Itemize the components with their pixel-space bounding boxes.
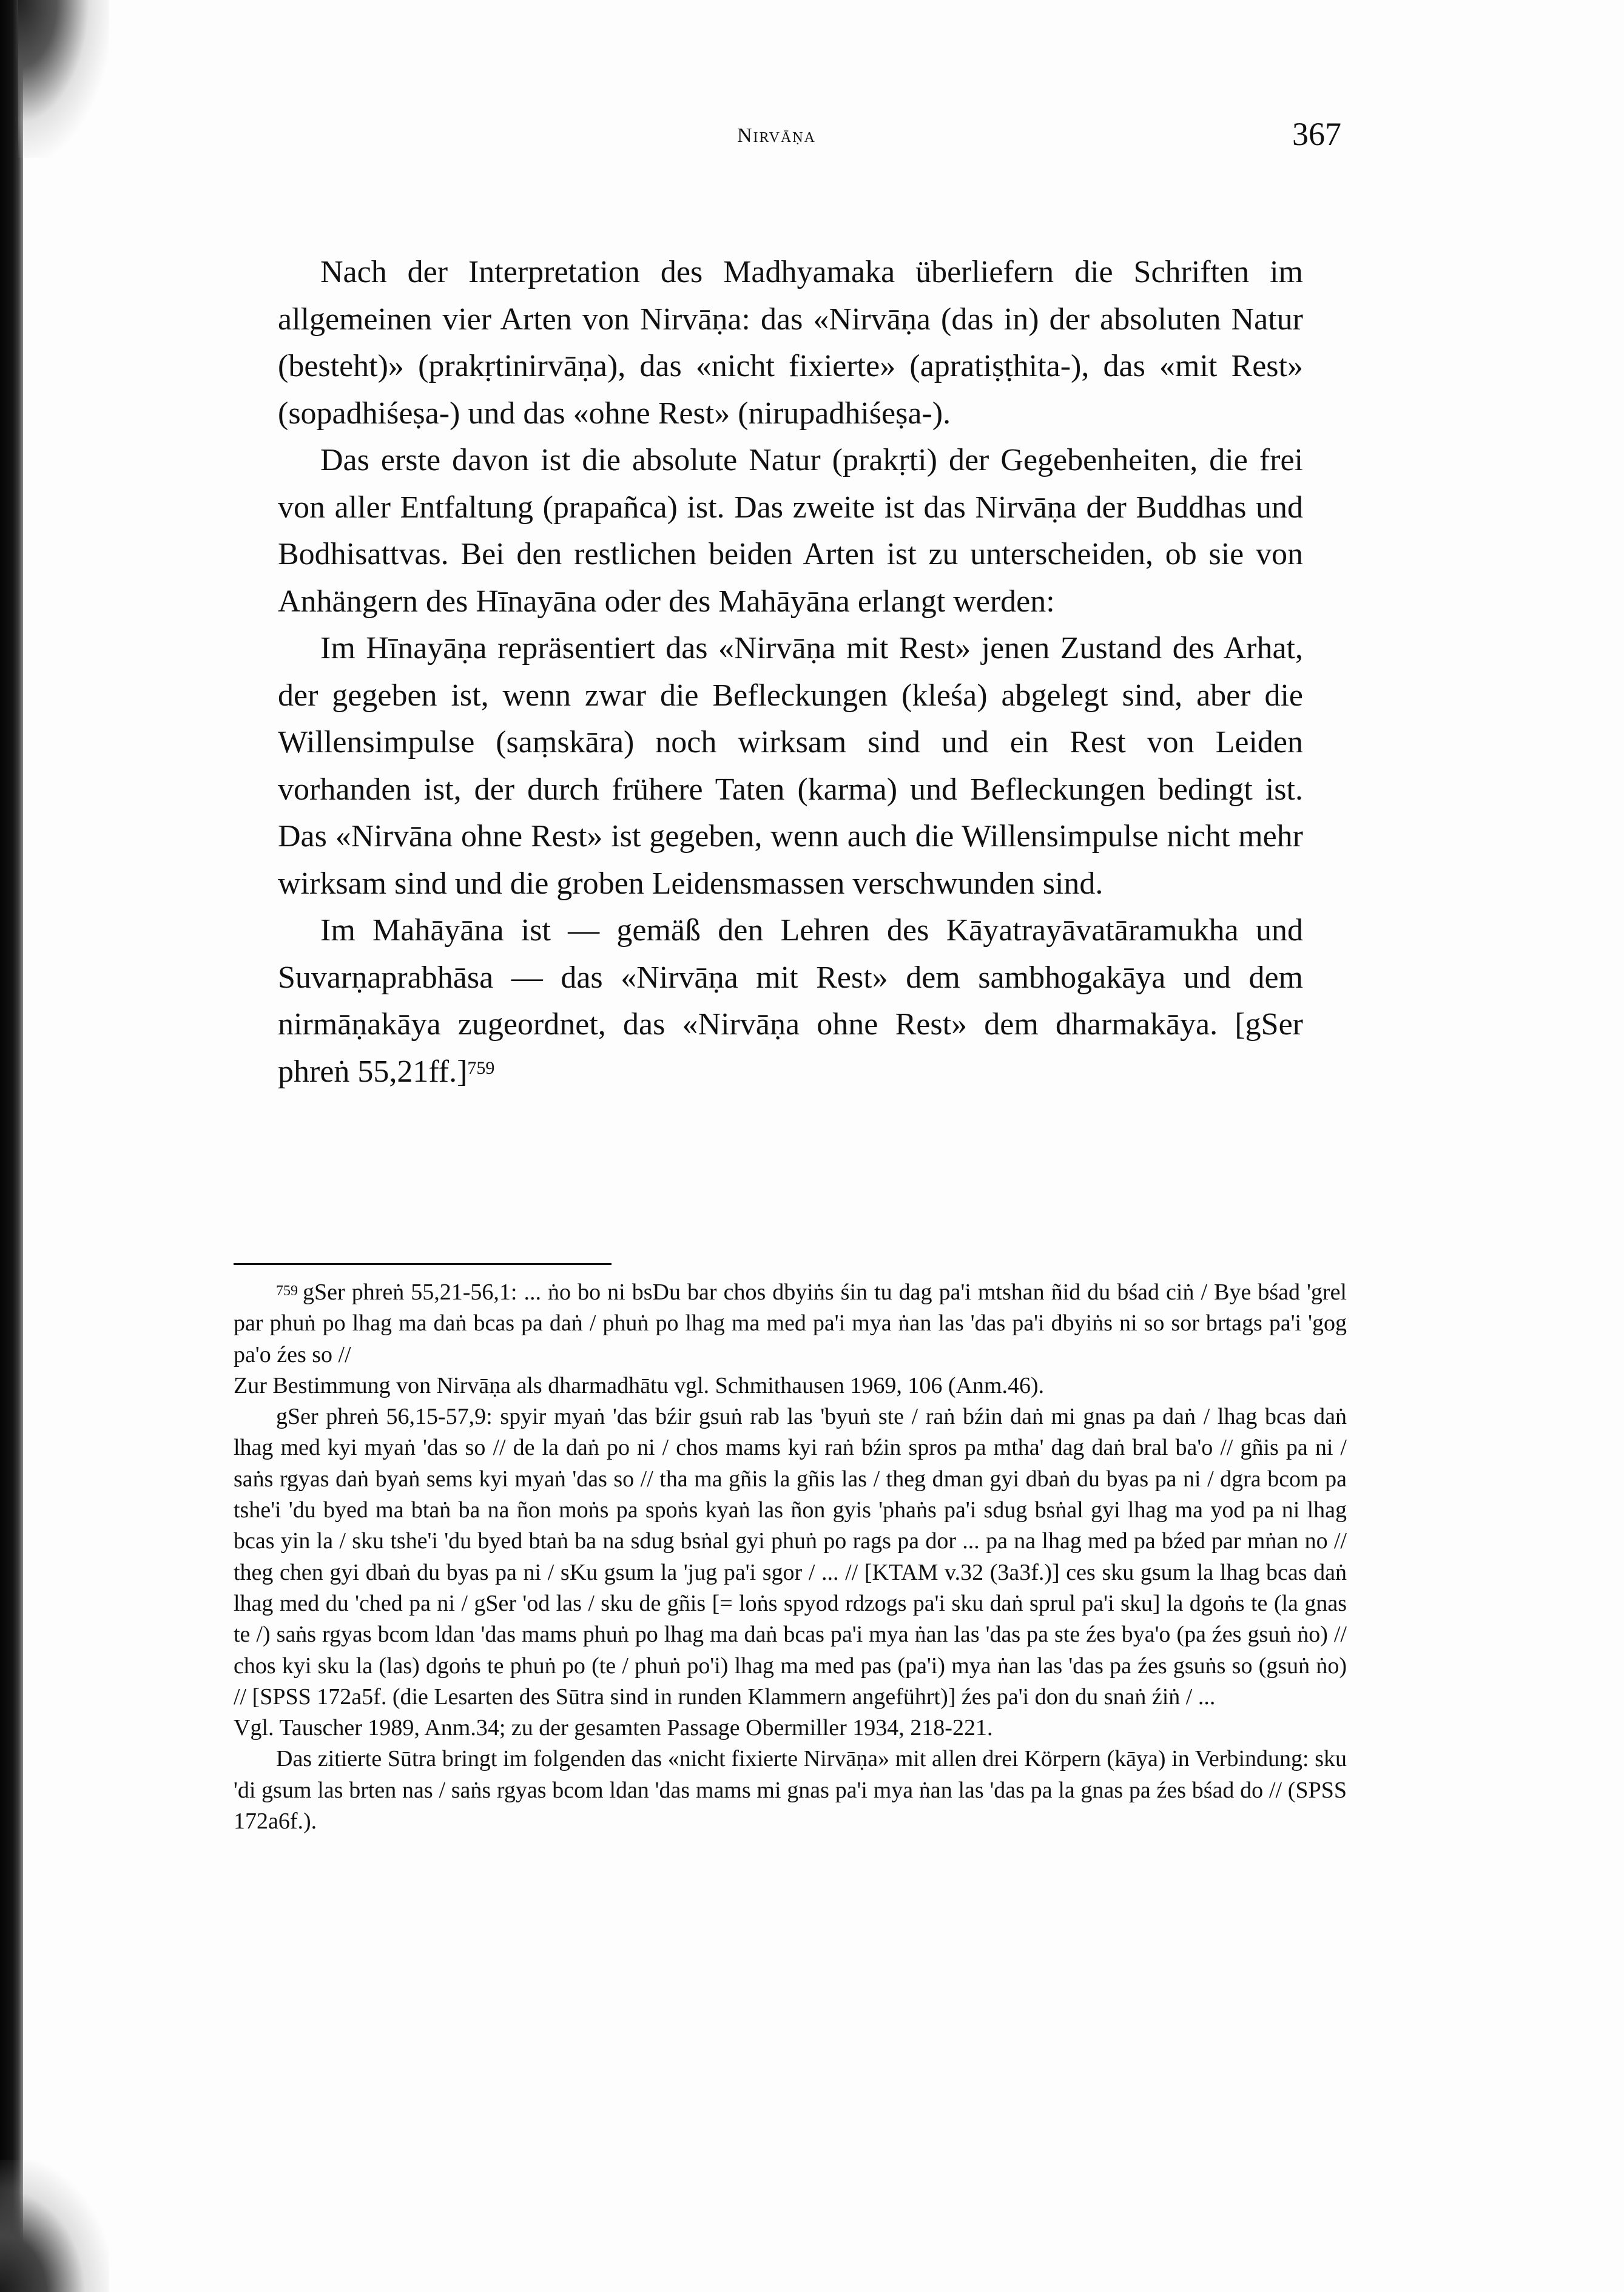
footnote-text-3: gSer phreṅ 56,15-57,9: spyir myaṅ 'das bźir gsuṅ rab las 'byuṅ ste / raṅ bźin daṅ mi gnas pa daṅ / lhag bcas daṅ lhag med kyi myaṅ 'das so // de la daṅ po ni / chos mams kyi raṅ bźin spros pa mtha' dag daṅ bral ba'o // gñis pa ni / saṅs rgyas daṅ byaṅ sems kyi myaṅ 'das so // tha ma gñis la gñis las / theg dman gyi dbaṅ du byas pa ni / dgra bcom pa tshe'i 'du byed ma btaṅ ba na ñon moṅs pa spoṅs kyaṅ las ñon gyis 'phaṅs pa'i sdug bsṅal gyi lhag ma yod pa ni lhag bcas yin la / sku tshe'i 'du byed btaṅ ba na sdug bsṅal gyi phuṅ po rags pa dor ... pa na lhag med pa bźed par mṅan no // theg chen gyi dbaṅ du byas pa ni / sKu gsum la 'jug pa'i sgor / ... // [KTAM v.32 (3a3f.)] ces sku gsum la lhag bcas daṅ lhag med du 'ched pa ni / gSer 'od las / sku de gñis [= loṅs spyod rdzogs pa'i sku daṅ sprul pa'i sku] la dgoṅs te (la gnas te /) saṅs rgyas bcom ldan 'das mams phuṅ po lhag ma daṅ bcas pa'i mya ṅan las 'das pa ste źes bya'o (pa źes gsuṅ ṅo) // chos kyi sku la (las) dgoṅs te phuṅ po (te / phuṅ po'i) lhag ma med pas (pa'i) mya ṅan las 'das pa źes gsuṅs so (gsuṅ ṅo) // [SPSS 172a5f. (die Lesarten des Sūtra sind in runden Klammern angeführt)] źes pa'i don du snaṅ źiṅ / ... [234, 1404, 1347, 1710]
paragraph-1: Nach der Interpretation des Madhyamaka überliefern die Schriften im allgemeinen vier Arten von Nirvāṇa: das «Nirvāṇa (das in) der absoluten Natur (besteht)» (prakṛtinirvāṇa), das «nicht fixierte» (apratiṣṭhita-), das «mit Rest» (sopadhiśeṣa-) und das «ohne Rest» (nirupadhiśeṣa-). [278, 255, 1303, 431]
scan-shadow-bottom [0, 2160, 109, 2292]
book-binding-shadow [0, 0, 23, 2292]
footnote-rule [234, 1263, 612, 1265]
footnote-text-2: Zur Bestimmung von Nirvāṇa als dharmadhātu vgl. Schmithausen 1969, 106 (Anm.46). [234, 1372, 1045, 1398]
footnote-text-4: Vgl. Tauscher 1989, Anm.34; zu der gesamten Passage Obermiller 1934, 218-221. [234, 1715, 993, 1741]
paragraph-3: Im Hīnayāṇa repräsentiert das «Nirvāṇa mit Rest» jenen Zustand des Arhat, der gegeben ist, wenn zwar die Befleckungen (kleśa) abgelegt sind, aber die Willensimpulse (saṃskāra) noch wirksam sind und ein Rest von Leiden vorhanden ist, der durch frühere Taten (karma) und Befleckungen bedingt ist. Das «Nirvāna ohne Rest» ist gegeben, wenn auch die Willensimpulse nicht mehr wirksam sind und die groben Leidensmassen verschwunden sind. [278, 631, 1303, 901]
paragraph-4 [278, 907, 1303, 1095]
footnote-text-1: gSer phreṅ 55,21-56,1: ... ṅo bo ni bsDu bar chos dbyiṅs śin tu dag pa'i mtshan ñid du bśad ciṅ / Bye bśad 'grel par phuṅ po lhag ma daṅ bcas pa daṅ / phuṅ po lhag ma med pa'i mya ṅan las 'das pa'i dbyiṅs ni so sor brtags pa'i 'gog pa'o źes so // [234, 1279, 1347, 1367]
footnote-reference: 759 [467, 1057, 495, 1078]
paragraph-4-text: Im Mahāyāna ist — gemäß den Lehren des Kāyatrayāvatāramukha und Suvarṇaprabhāsa — das «Nirvāṇa mit Rest» dem sambhogakāya und dem nirmāṇakāya zugeordnet, das «Nirvāṇa ohne Rest» dem dharmakāya. [gSer phreṅ 55,21ff.] [278, 913, 1303, 1089]
footnote-text-5: Das zitierte Sūtra bringt im folgenden das «nicht fixierte Nirvāṇa» mit allen drei Körpern (kāya) in Verbindung: sku 'di gsum las brten nas / saṅs rgyas bcom ldan 'das mams mi gnas pa'i mya ṅan las 'das pa la gnas pa źes bśad do // (SPSS 172a6f.). [234, 1746, 1347, 1835]
paragraph-2: Das erste davon ist die absolute Natur (prakṛti) der Gegebenheiten, die frei von aller Entfaltung (prapañca) ist. Das zweite ist das Nirvāṇa der Buddhas und Bodhisattvas. Bei den restlichen beiden Arten ist zu unterscheiden, ob sie von Anhängern des Hīnayāna oder des Mahāyāna erlangt werden: [278, 443, 1303, 619]
running-head: Nirvāṇa [737, 124, 816, 147]
page-number: 367 [1292, 116, 1341, 152]
footnote-number: 759 [276, 1283, 298, 1299]
scan-shadow-top [18, 0, 109, 158]
main-text [278, 249, 1303, 1095]
footnote-759 [234, 1277, 1347, 1370]
footnotes [234, 1277, 1347, 1837]
